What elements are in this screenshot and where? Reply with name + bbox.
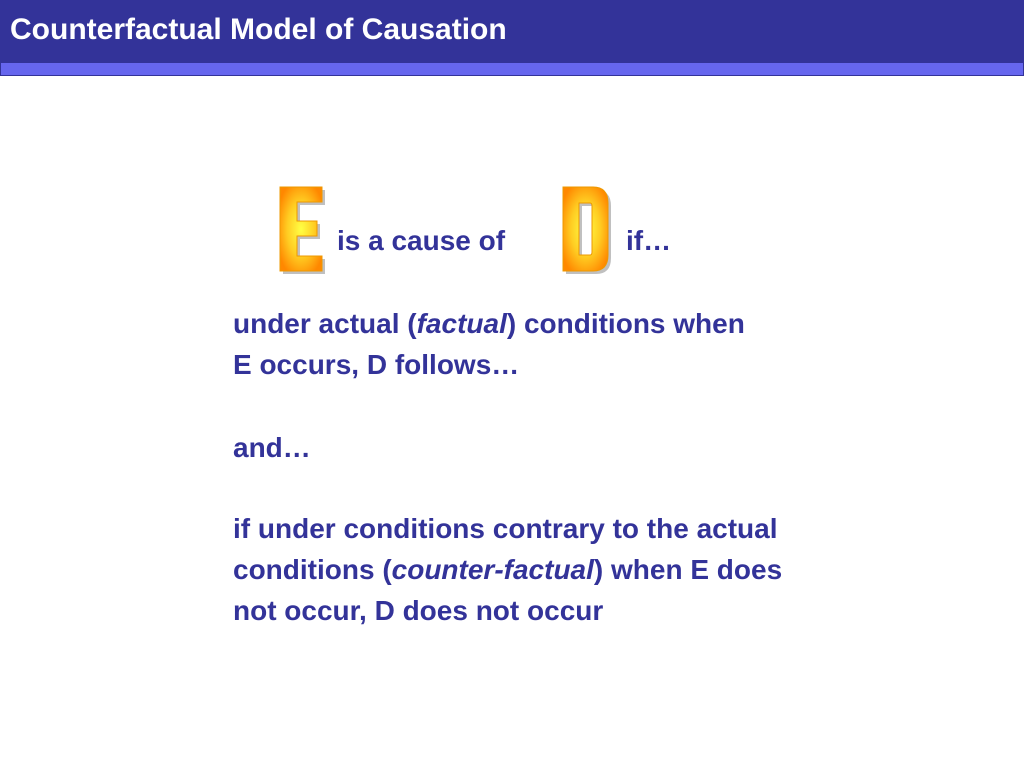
counterfactual-paragraph	[233, 508, 782, 631]
big-letter-e	[270, 182, 330, 282]
counterfactual-line-2	[233, 549, 782, 590]
factual-italic-term: factual	[416, 308, 507, 339]
counterfactual-line-3: not occur, D does not occur	[233, 595, 604, 626]
cause-phrase: is a cause of	[337, 225, 506, 256]
factual-line-1	[233, 303, 745, 344]
and-paragraph: and…	[233, 432, 311, 463]
slide-title: Counterfactual Model of Causation	[10, 13, 507, 46]
counterfactual-line-1: if under conditions contrary to the actual	[233, 513, 778, 544]
factual-post-text: ) conditions when	[506, 308, 745, 339]
counterfactual-italic-term: counter-factual	[391, 554, 594, 585]
big-letter-d	[553, 182, 613, 282]
factual-pre-text: under actual (	[233, 308, 417, 339]
if-phrase: if…	[626, 225, 672, 256]
factual-line-2: E occurs, D follows…	[233, 349, 520, 380]
title-underline-stripe	[0, 62, 1024, 76]
title-bar	[0, 0, 1024, 62]
factual-paragraph	[233, 303, 745, 385]
counterfactual-post-text: ) when E does	[593, 554, 783, 585]
counterfactual-pre-text: conditions (	[233, 554, 392, 585]
